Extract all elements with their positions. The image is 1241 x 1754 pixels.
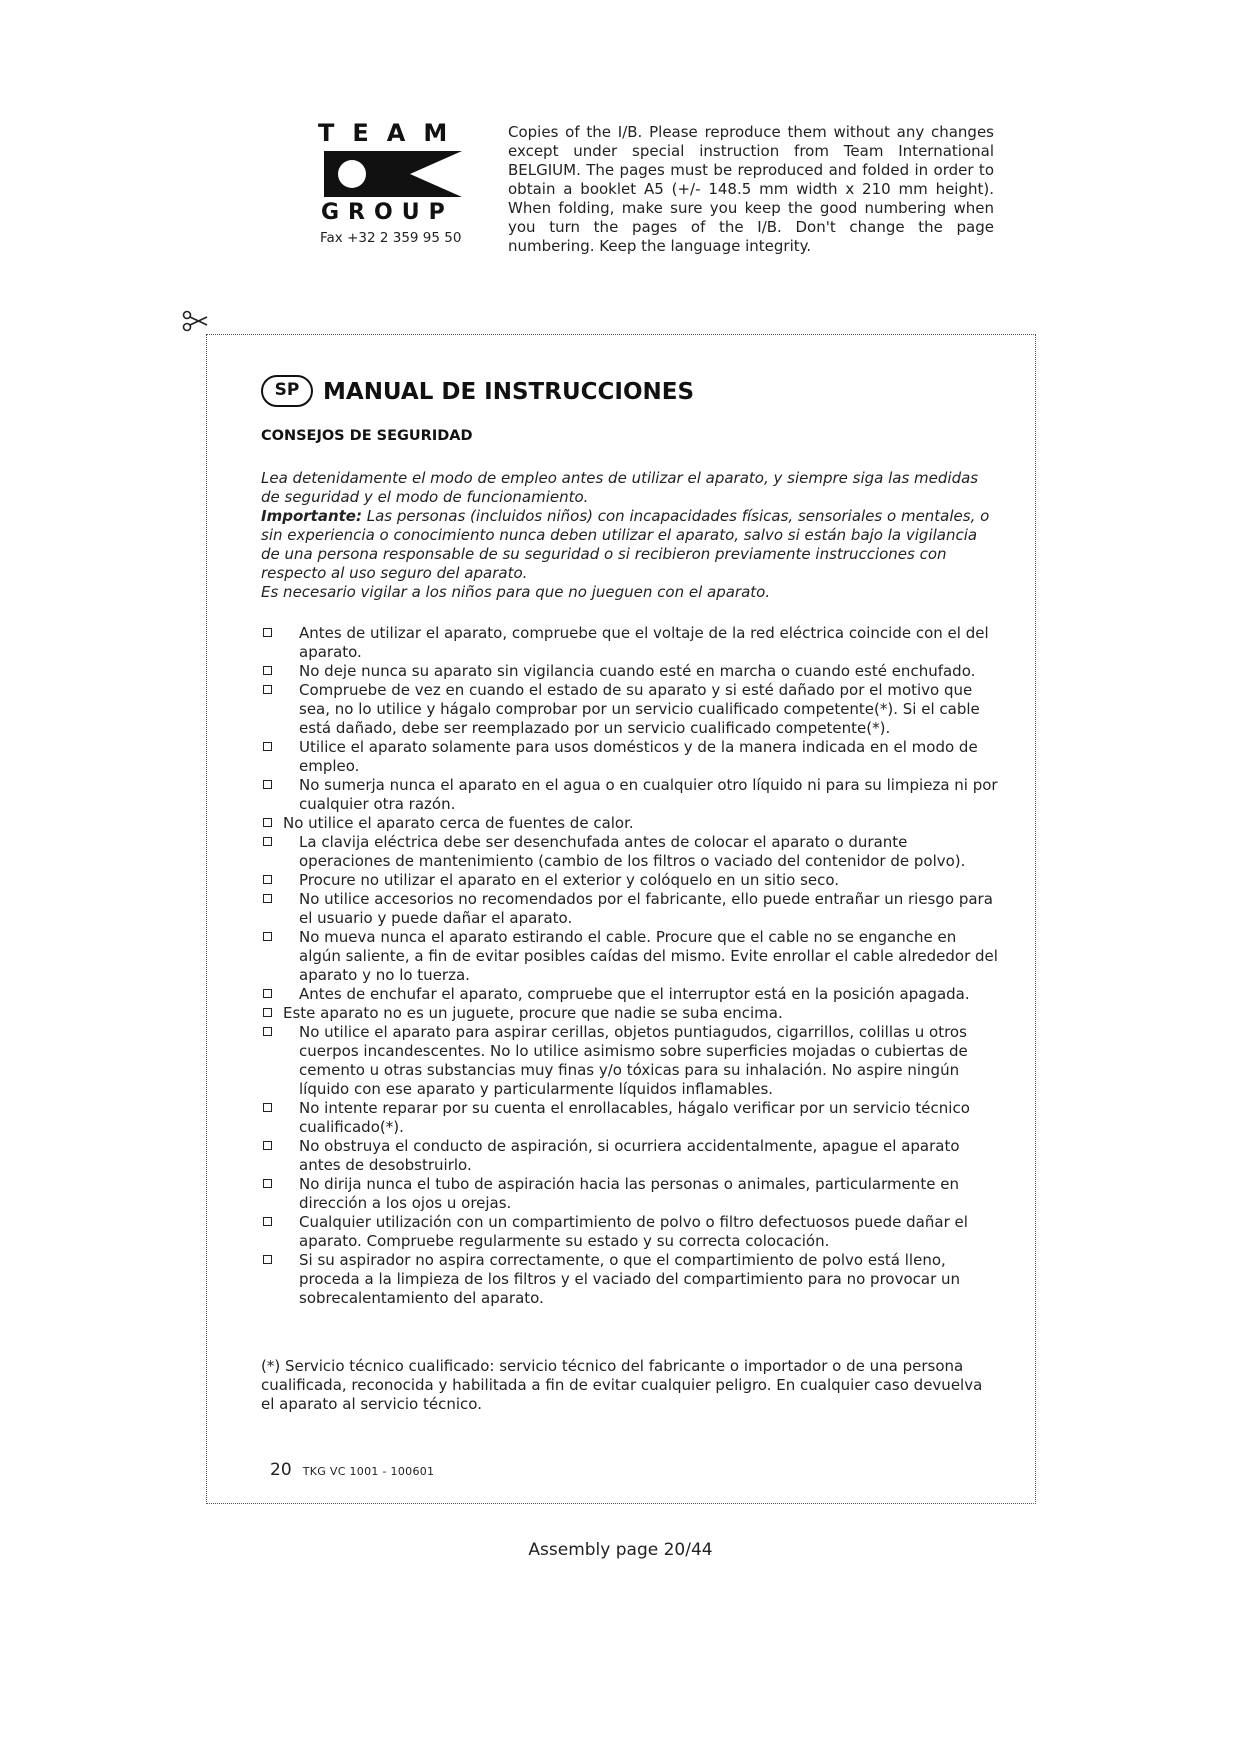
list-item: Cualquier utilización con un compartimiento de polvo o filtro defectuosos puede dañar el aparato. Compruebe regularmente su estado y su correcta colocación. xyxy=(261,1213,1001,1251)
manual-title: MANUAL DE INSTRUCCIONES xyxy=(323,379,695,405)
footnote: (*) Servicio técnico cualificado: servicio técnico del fabricante o importador o de una persona cualificada, reconocida y habilitada a fin de evitar cualquier peligro. En cualquier caso devuelva el aparato al servicio técnico. xyxy=(261,1357,983,1413)
list-item: Procure no utilizar el aparato en el exterior y colóquelo en un sitio seco. xyxy=(261,871,1001,890)
intro-block xyxy=(261,469,991,602)
model-code: TKG VC 1001 - 100601 xyxy=(302,1465,435,1478)
checkbox-bullet-icon xyxy=(263,1027,272,1036)
important-paragraph xyxy=(261,507,991,583)
list-item: Antes de enchufar el aparato, compruebe que el interruptor está en la posición apagada. xyxy=(261,985,1001,1004)
important-label: Importante: xyxy=(261,507,362,525)
checkbox-bullet-icon xyxy=(263,666,272,675)
list-item: No deje nunca su aparato sin vigilancia cuando esté en marcha o cuando esté enchufado. xyxy=(261,662,1001,681)
scissors-icon xyxy=(182,310,208,332)
intro-paragraph: Lea detenidamente el modo de empleo antes de utilizar el aparato, y siempre siga las medidas de seguridad y el modo de funcionamiento. xyxy=(261,469,979,506)
fax-number: Fax +32 2 359 95 50 xyxy=(320,230,462,246)
language-badge: SP xyxy=(261,375,313,407)
checkbox-bullet-icon xyxy=(263,628,272,637)
list-item: No dirija nunca el tubo de aspiración hacia las personas o animales, particularmente en dirección a los ojos u orejas. xyxy=(261,1175,1001,1213)
checkbox-bullet-icon xyxy=(263,1255,272,1264)
list-item: Si su aspirador no aspira correctamente, o que el compartimiento de polvo está lleno, proceda a la limpieza de los filtros y el vaciado del compartimiento para no provocar un sobrecalentamiento del aparato. xyxy=(261,1251,1001,1308)
logo-team-word: TEAM xyxy=(318,119,466,147)
page-number: 20 xyxy=(270,1460,292,1480)
checkbox-bullet-icon xyxy=(263,742,272,751)
list-item: No intente reparar por su cuenta el enrollacables, hágalo verificar por un servicio técnico cualificado(*). xyxy=(261,1099,1001,1137)
checkbox-bullet-icon xyxy=(263,989,272,998)
list-item: La clavija eléctrica debe ser desenchufada antes de colocar el aparato o durante operaciones de mantenimiento (cambio de los filtros o vaciado del contenidor de polvo). xyxy=(261,833,1001,871)
team-group-logo xyxy=(318,119,468,246)
list-item: Utilice el aparato solamente para usos domésticos y de la manera indicada en el modo de empleo. xyxy=(261,738,1001,776)
list-item: No utilice el aparato para aspirar cerillas, objetos puntiagudos, cigarrillos, colillas u otros cuerpos incandescentes. No lo utilice asimismo sobre superficies mojadas o cubiertas de cemento u otras substancias muy finas y/o tóxicas para su inhalación. No aspire ningún líquido con ese aparato y particularmente líquidos inflamables. xyxy=(261,1023,1001,1099)
page-footer xyxy=(270,1460,434,1480)
reproduction-instructions: Copies of the I/B. Please reproduce them without any changes except under special instruction from Team International BELGIUM. The pages must be reproduced and folded in order to obtain a booklet A5 (+/- 148.5 mm width x 210 mm height). When folding, make sure you keep the good numbering when you turn the pages of the I/B. Don't change the page numbering. Keep the language integrity. xyxy=(508,123,994,255)
list-item: No mueva nunca el aparato estirando el cable. Procure que el cable no se enganche en algún saliente, a fin de evitar posibles caídas del mismo. Evite enrollar el cable alrededor del aparato y no lo tuerza. xyxy=(261,928,1001,985)
assembly-page-label: Assembly page 20/44 xyxy=(528,1540,713,1560)
list-item: No sumerja nunca el aparato en el agua o en cualquier otro líquido ni para su limpieza ni por cualquier otra razón. xyxy=(261,776,1001,814)
checkbox-bullet-icon xyxy=(263,1008,272,1017)
checkbox-bullet-icon xyxy=(263,932,272,941)
children-warning: Es necesario vigilar a los niños para que no jueguen con el aparato. xyxy=(261,583,771,601)
checkbox-bullet-icon xyxy=(263,1179,272,1188)
logo-group-word: GROUP xyxy=(321,200,454,225)
checkbox-bullet-icon xyxy=(263,818,272,827)
safety-list xyxy=(261,624,1001,1308)
list-item: Compruebe de vez en cuando el estado de su aparato y si esté dañado por el motivo que sea, no lo utilice y hágalo comprobar por un servicio cualificado competente(*). Si el cable está dañado, debe ser reemplazado por un servicio cualificado competente(*). xyxy=(261,681,1001,738)
checkbox-bullet-icon xyxy=(263,837,272,846)
checkbox-bullet-icon xyxy=(263,1217,272,1226)
list-item: No utilice accesorios no recomendados por el fabricante, ello puede entrañar un riesgo para el usuario y puede dañar el aparato. xyxy=(261,890,1001,928)
list-item: No obstruya el conducto de aspiración, si ocurriera accidentalmente, apague el aparato antes de desobstruirlo. xyxy=(261,1137,1001,1175)
checkbox-bullet-icon xyxy=(263,1103,272,1112)
checkbox-bullet-icon xyxy=(263,875,272,884)
checkbox-bullet-icon xyxy=(263,685,272,694)
list-item: No utilice el aparato cerca de fuentes de calor. xyxy=(261,814,1001,833)
important-text: Las personas (incluidos niños) con incapacidades físicas, sensoriales o mentales, o sin experiencia o conocimiento nunca deben utilizar el aparato, salvo si están bajo la vigilancia de una persona responsable de su seguridad o si recibieron previamente instrucciones con respecto al uso seguro del aparato. xyxy=(261,507,990,582)
checkbox-bullet-icon xyxy=(263,894,272,903)
checkbox-bullet-icon xyxy=(263,780,272,789)
logo-k-mark-icon xyxy=(324,151,462,197)
list-item: Este aparato no es un juguete, procure que nadie se suba encima. xyxy=(261,1004,1001,1023)
list-item: Antes de utilizar el aparato, compruebe que el voltaje de la red eléctrica coincide con el del aparato. xyxy=(261,624,1001,662)
checkbox-bullet-icon xyxy=(263,1141,272,1150)
section-heading: CONSEJOS DE SEGURIDAD xyxy=(261,428,473,444)
